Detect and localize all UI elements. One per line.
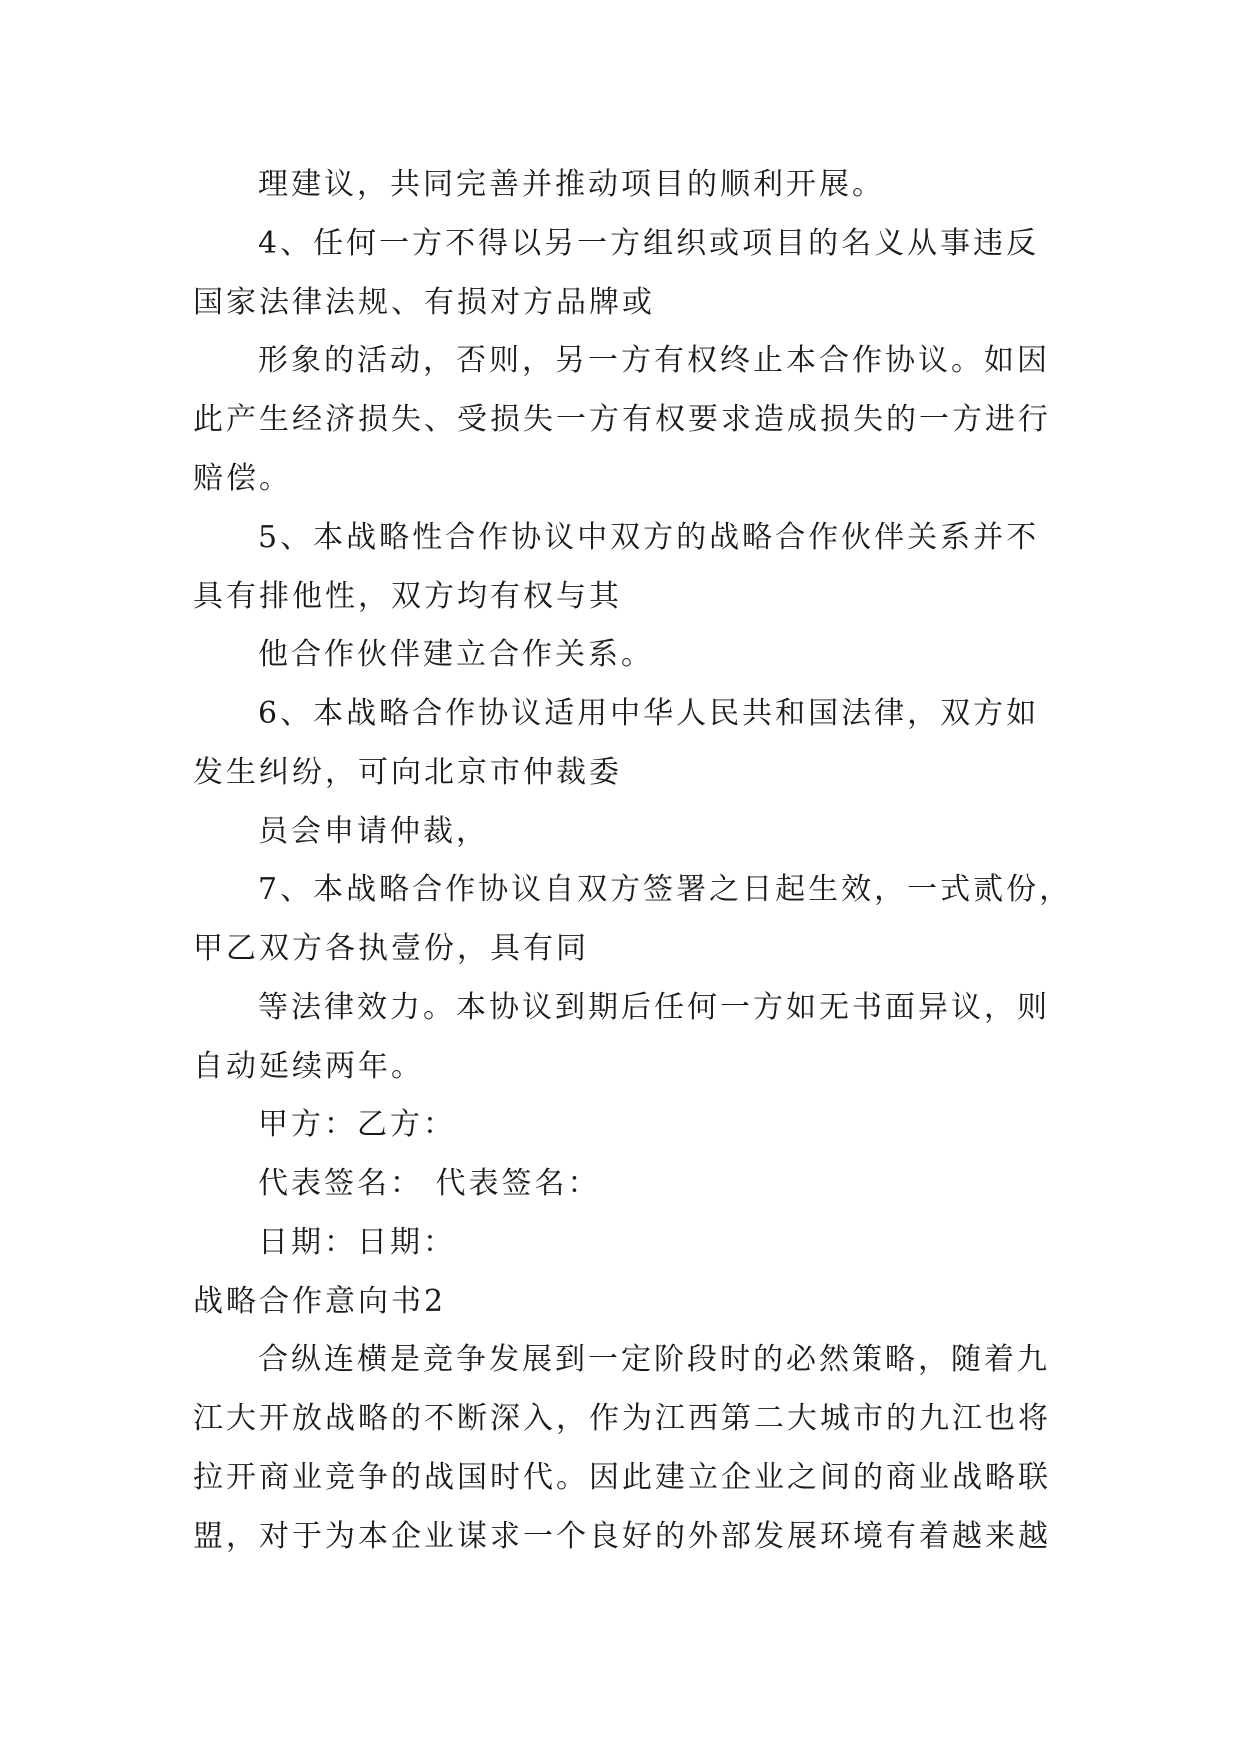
- paragraph-line: 发生纠纷，可向北京市仲裁委: [193, 755, 622, 790]
- paragraph-line: 江大开放战略的不断深入，作为江西第二大城市的九江也将: [193, 1401, 1051, 1436]
- paragraph-line: 形象的活动，否则，另一方有权终止本合作协议。如因: [258, 343, 1050, 378]
- party-label-line: 甲方：乙方：: [258, 1107, 456, 1142]
- paragraph-line: 拉开商业竞争的战国时代。因此建立企业之间的商业战略联: [193, 1460, 1051, 1495]
- paragraph-line: 国家法律法规、有损对方品牌或: [193, 285, 655, 320]
- paragraph-line: 等法律效力。本协议到期后任何一方如无书面异议，则: [258, 990, 1050, 1025]
- paragraph-line: 他合作伙伴建立合作关系。: [258, 637, 654, 672]
- paragraph-line: 赔偿。: [193, 461, 292, 496]
- paragraph-line: 甲乙双方各执壹份，具有同: [193, 931, 589, 966]
- clause-4-line: 4、任何一方不得以另一方组织或项目的名义从事违反: [258, 226, 1040, 261]
- clause-5-line: 5、本战略性合作协议中双方的战略合作伙伴关系并不: [258, 520, 1040, 555]
- paragraph-line: 具有排他性，双方均有权与其: [193, 579, 622, 614]
- paragraph-line: 自动延续两年。: [193, 1049, 424, 1084]
- date-label-line: 日期：日期：: [258, 1225, 456, 1260]
- paragraph-line: 此产生经济损失、受损失一方有权要求造成损失的一方进行: [193, 402, 1051, 437]
- paragraph-line: 理建议，共同完善并推动项目的顺利开展。: [258, 167, 885, 202]
- section-heading: 战略合作意向书2: [193, 1284, 447, 1319]
- clause-6-line: 6、本战略合作协议适用中华人民共和国法律，双方如: [258, 696, 1040, 731]
- paragraph-line: 盟，对于为本企业谋求一个良好的外部发展环境有着越来越: [193, 1519, 1051, 1554]
- signature-label-line: 代表签名： 代表签名：: [258, 1166, 601, 1201]
- paragraph-line: 员会申请仲裁，: [258, 814, 489, 849]
- clause-7-line: 7、本战略合作协议自双方签署之日起生效，一式贰份，: [258, 872, 1073, 907]
- paragraph-line: 合纵连横是竞争发展到一定阶段时的必然策略，随着九: [258, 1342, 1050, 1377]
